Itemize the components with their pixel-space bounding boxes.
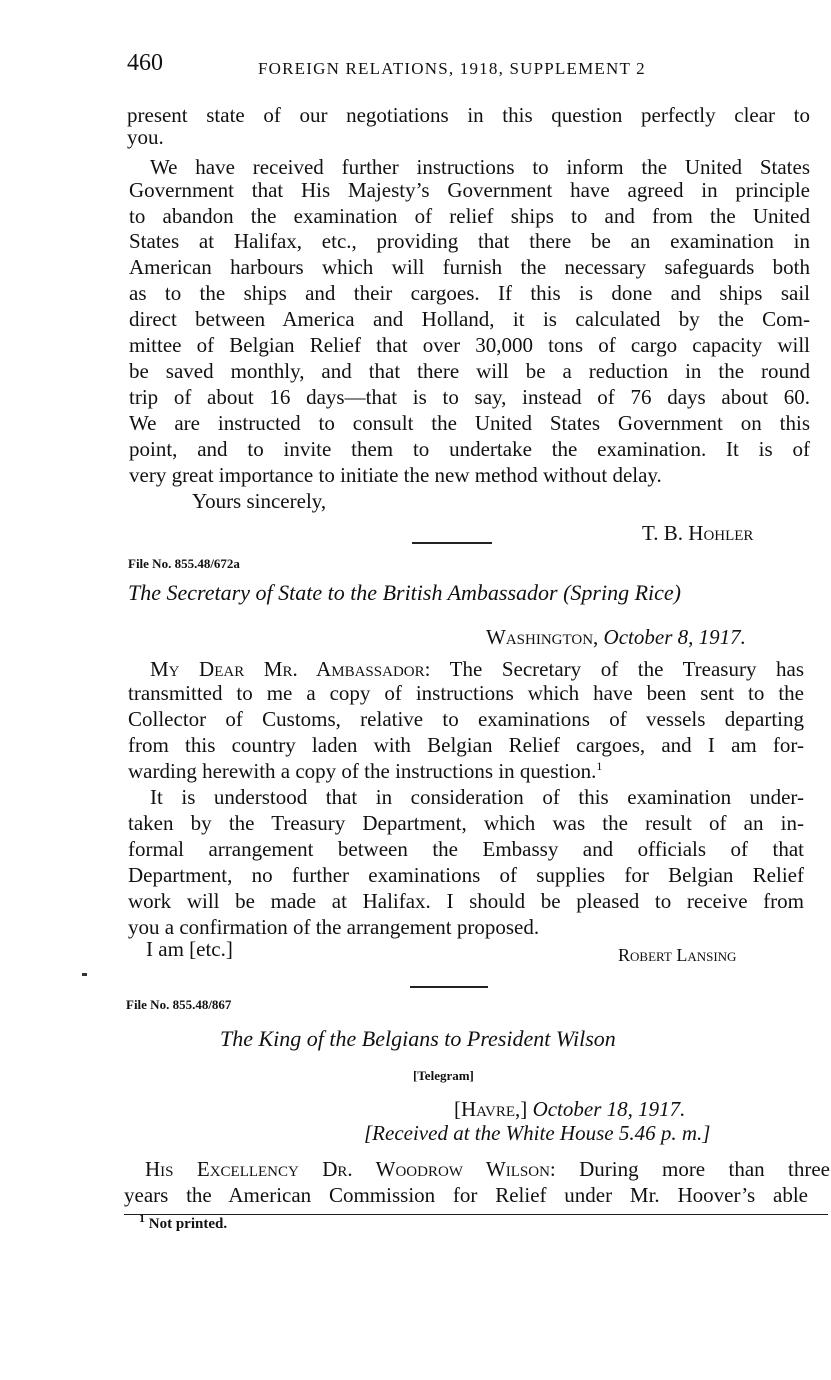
text-line: very great importance to initiate the new method without delay.	[129, 463, 662, 487]
text-line: mittee of Belgian Relief that over 30,000 tons of cargo capacity will	[129, 333, 810, 357]
place: [Havre,]	[454, 1097, 528, 1121]
footnote	[139, 1211, 228, 1233]
page-number: 460	[127, 50, 163, 76]
text-line: It is understood that in consideration of this examination under-	[150, 785, 804, 809]
telegram-label: [Telegram]	[413, 1068, 474, 1083]
text-line: Collector of Customs, relative to examinations of vessels departing	[128, 707, 804, 731]
separator-rule	[412, 542, 492, 544]
closing: I am [etc.]	[146, 937, 233, 961]
text-line: you.	[127, 125, 164, 149]
text-line: We have received further instructions to inform the United States	[150, 155, 810, 179]
text-line: Department, no further examinations of supplies for Belgian Relief	[128, 863, 804, 887]
text-line: as to the ships and their cargoes. If this is done and ships sail	[129, 281, 810, 305]
document-title: The King of the Belgians to President Wilson	[220, 1026, 616, 1051]
running-title: FOREIGN RELATIONS, 1918, SUPPLEMENT 2	[258, 59, 646, 78]
date: October 8, 1917.	[603, 625, 746, 649]
place: Washington,	[486, 625, 599, 649]
text-line: We are instructed to consult the United States Government on this	[129, 411, 810, 435]
salutation-line	[145, 1156, 830, 1182]
file-number: File No. 855.48/867	[126, 997, 232, 1012]
text-line: direct between America and Holland, it is calculated by the Com-	[129, 307, 810, 331]
text-line: to abandon the examination of relief ships to and from the United	[129, 204, 810, 228]
text-line: from this country laden with Belgian Relief cargoes, and I am for-	[128, 733, 804, 757]
text-line: years the American Commission for Relief under Mr. Hoover’s able	[124, 1183, 808, 1207]
text-line: taken by the Treasury Department, which was the result of an in-	[128, 811, 804, 835]
separator-rule	[410, 986, 488, 988]
text-span: warding herewith a copy of the instructions in question.	[128, 759, 597, 783]
footnote-ref: 1	[596, 759, 603, 773]
text-line: you a confirmation of the arrangement proposed.	[128, 915, 540, 939]
signature: Robert Lansing	[618, 945, 737, 965]
date: October 18, 1917.	[532, 1097, 686, 1121]
signature: T. B. Hohler	[642, 521, 754, 545]
margin-mark	[82, 973, 87, 976]
footnote-rule	[124, 1214, 828, 1215]
salutation: His Excellency Dr. Woodrow Wilson:	[145, 1157, 556, 1181]
text-span: During more than three	[579, 1157, 830, 1181]
text-line	[128, 758, 602, 784]
text-line: present state of our negotiations in this question perfectly clear to	[127, 103, 810, 127]
salutation: My Dear Mr. Ambassador:	[150, 657, 431, 681]
text-line: Government that His Majesty’s Government have agreed in principle	[129, 178, 810, 202]
closing: Yours sincerely,	[192, 489, 327, 513]
text-line: formal arrangement between the Embassy and officials of that	[128, 837, 804, 861]
footnote-text: Not printed.	[148, 1216, 228, 1232]
text-line: States at Halifax, etc., providing that there be an examination in	[129, 229, 810, 253]
document-title: The Secretary of State to the British Ambassador (Spring Rice)	[128, 580, 681, 605]
salutation-line	[150, 656, 804, 682]
text-line: point, and to invite them to undertake the examination. It is of	[129, 437, 810, 461]
footnote-marker: 1	[139, 1211, 145, 1225]
text-span: The Secretary of the Treasury has	[449, 657, 805, 681]
text-line: be saved monthly, and that there will be a reduction in the round	[129, 359, 810, 383]
text-line: transmitted to me a copy of instructions which have been sent to the	[128, 681, 804, 705]
text-line: trip of about 16 days—that is to say, instead of 76 days about 60.	[129, 385, 810, 409]
file-number: File No. 855.48/672a	[128, 556, 240, 571]
text-line: American harbours which will furnish the necessary safeguards both	[129, 255, 810, 279]
received-note: [Received at the White House 5.46 p. m.]	[364, 1121, 711, 1145]
text-line: work will be made at Halifax. I should be pleased to receive from	[128, 889, 804, 913]
